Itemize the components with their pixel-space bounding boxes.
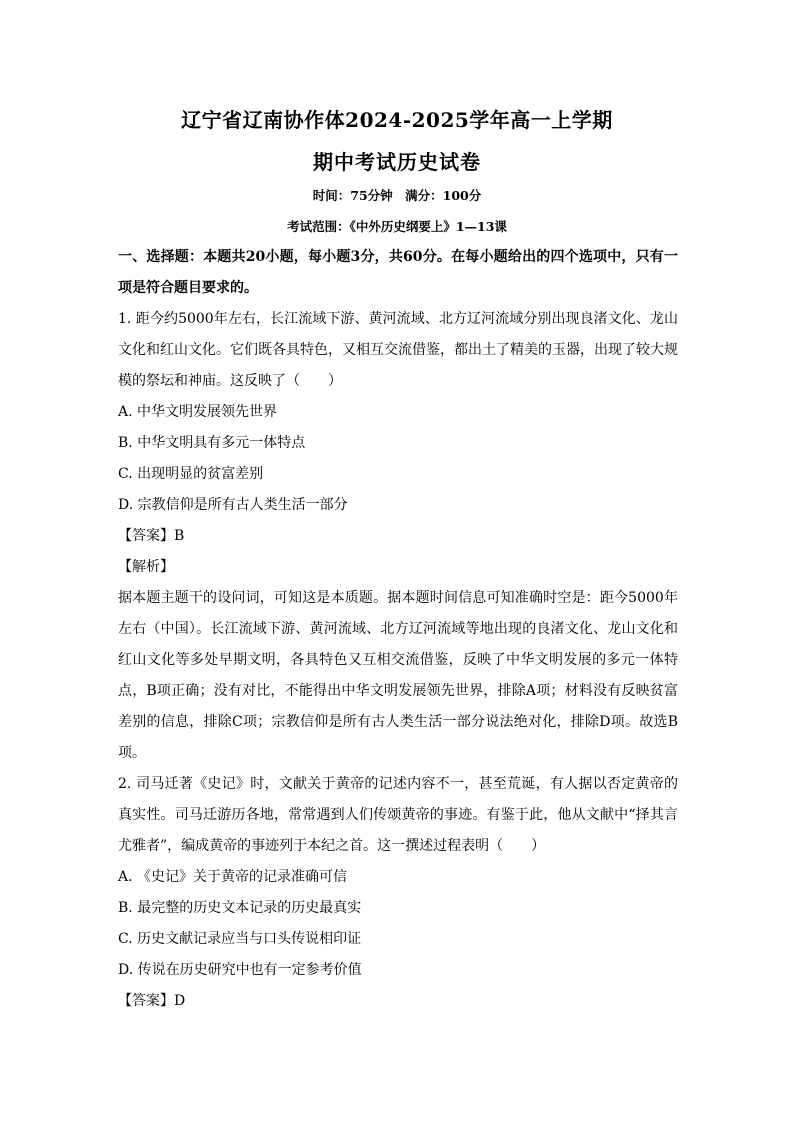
exam-scope: 考试范围：《中外历史纲要上》1—13课: [287, 219, 507, 234]
section-instructions: 一、选择题：本题共20小题，每小题3分，共60分。在每小题给出的四个选项中，只有一项是符合题目要求的。: [118, 249, 678, 296]
question-2-answer: 【答案】D: [118, 993, 186, 1009]
exam-title-line2: 期中考试历史试卷: [313, 150, 481, 174]
question-1-option-c: C. 出现明显的贫富差别: [118, 466, 264, 482]
question-2-option-d: D. 传说在历史研究中也有一定参考价值: [118, 962, 362, 978]
question-1-analysis: 据本题主题干的设问词，可知这是本质题。据本题时间信息可知准确时空是：距今5000年左右（中国）。长江流域下游、黄河流域、北方辽河流域等地出现的良渚文化、龙山文化和红山文化等多处早期文明，各具特色又互相交流借鉴，反映了中华文明发展的多元一体特点，B项正确；没有对比，不能得出中华文明发展领先世界，排除A项；材料没有反映贫富差别的信息，排除C项；宗教信仰是所有古人类生活一部分说法绝对化，排除D项。故选B项。: [118, 590, 678, 761]
question-1-option-d: D. 宗教信仰是所有古人类生活一部分: [118, 497, 348, 513]
question-2-option-a: A. 《史记》关于黄帝的记录准确可信: [118, 869, 348, 885]
question-1-answer: 【答案】B: [118, 528, 185, 544]
exam-title-line1: 辽宁省辽南协作体2024-2025学年高一上学期: [181, 108, 613, 132]
exam-body: [118, 242, 678, 1017]
question-2-option-b: B. 最完整的历史文本记录的历史最真实: [118, 900, 362, 916]
question-2-option-c: C. 历史文献记录应当与口头传说相印证: [118, 931, 362, 947]
question-1-option-a: A. 中华文明发展领先世界: [118, 404, 278, 420]
question-1-stem: 1. 距今约5000年左右，长江流域下游、黄河流域、北方辽河流域分别出现良渚文化、龙山文化和红山文化。它们既各具特色，又相互交流借鉴，都出土了精美的玉器，出现了较大规模的祭坛和神庙。这反映了（ ）: [118, 311, 678, 389]
question-2-stem: 2. 司马迁著《史记》时，文献关于黄帝的记述内容不一，甚至荒诞，有人据以否定黄帝的真实性。司马迁游历各地，常常遇到人们传颂黄帝的事迹。有鉴于此，他从文献中“择其言尤雅者”，编成黄帝的事迹列于本纪之首。这一撰述过程表明（ ）: [118, 776, 678, 854]
question-1-option-b: B. 中华文明具有多元一体特点: [118, 435, 306, 451]
time-score-info: 时间：75分钟 满分：100分: [312, 188, 482, 203]
question-1-analysis-label: 【解析】: [118, 559, 174, 575]
